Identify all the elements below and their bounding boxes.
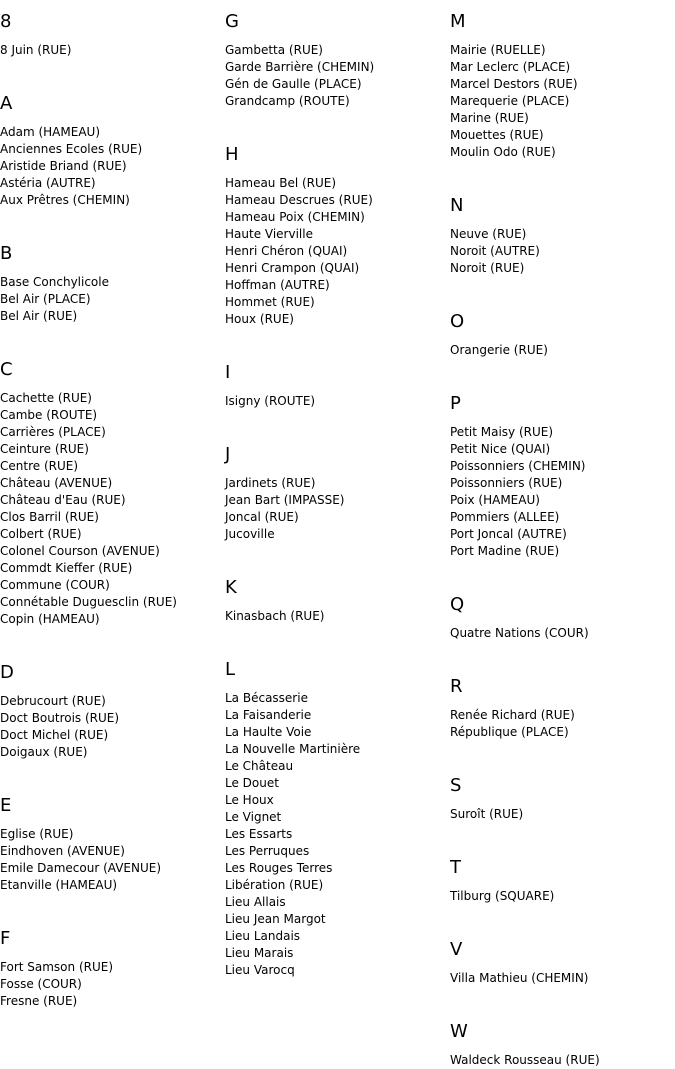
street-entry: 8 Juin (RUE) (0, 43, 72, 57)
street-entry: Clos Barril (RUE) (0, 510, 99, 524)
street-entry: Ceinture (RUE) (0, 442, 89, 456)
street-entry: Colonel Courson (AVENUE) (0, 544, 160, 558)
street-entry: Mairie (RUELLE) (450, 43, 546, 57)
street-entry: Poix (HAMEAU) (450, 493, 540, 507)
index-column-2 (225, 0, 450, 979)
street-entry: Château (AVENUE) (0, 476, 113, 490)
street-entry: Poissonniers (CHEMIN) (450, 459, 586, 473)
street-entry: Eglise (RUE) (0, 827, 74, 841)
street-entry: Noroit (AUTRE) (450, 244, 540, 258)
street-entry: Lieu Allais (225, 895, 286, 909)
street-entry: Quatre Nations (COUR) (450, 626, 589, 640)
section-letter-heading: C (0, 359, 13, 380)
letter-section (225, 433, 450, 566)
letter-section (225, 566, 450, 648)
street-entry: Moulin Odo (RUE) (450, 145, 556, 159)
section-letter-heading: 8 (0, 11, 12, 32)
street-entry: Suroît (RUE) (450, 807, 524, 821)
street-entry: Les Essarts (225, 827, 293, 841)
street-entry: La Nouvelle Martinière (225, 742, 361, 756)
street-entry: Carrières (PLACE) (0, 425, 106, 439)
section-letter-heading: H (225, 144, 239, 165)
index-column-1 (0, 0, 225, 1010)
street-entry: Doigaux (RUE) (0, 745, 88, 759)
letter-section (450, 665, 675, 764)
section-letter-heading: V (450, 939, 463, 960)
section-letter-heading: I (225, 362, 231, 383)
street-entry: Neuve (RUE) (450, 227, 527, 241)
index-column-3 (450, 0, 675, 1069)
street-entry: Haute Vierville (225, 227, 313, 241)
street-entry: Renée Richard (RUE) (450, 708, 575, 722)
street-entry: Hommet (RUE) (225, 295, 315, 309)
letter-section (0, 232, 225, 348)
letter-section (0, 651, 225, 784)
street-entry: Hameau Descrues (RUE) (225, 193, 373, 207)
street-entry: Copin (HAMEAU) (0, 612, 100, 626)
section-letter-heading: S (450, 775, 462, 796)
street-entry: Les Perruques (225, 844, 310, 858)
street-entry: Petit Nice (QUAI) (450, 442, 551, 456)
letter-section (0, 348, 225, 651)
section-letter-heading: F (0, 928, 11, 949)
street-entry: Lieu Landais (225, 929, 301, 943)
street-entry: La Haulte Voie (225, 725, 312, 739)
street-entry: Lieu Jean Margot (225, 912, 326, 926)
street-entry: Port Joncal (AUTRE) (450, 527, 567, 541)
street-entry: Joncal (RUE) (225, 510, 299, 524)
street-entry: Tilburg (SQUARE) (450, 889, 555, 903)
section-letter-heading: O (450, 311, 465, 332)
street-entry: Villa Mathieu (CHEMIN) (450, 971, 589, 985)
street-entry: Poissonniers (RUE) (450, 476, 563, 490)
street-entry: Le Houx (225, 793, 274, 807)
section-letter-heading: P (450, 393, 461, 414)
section-letter-heading: N (450, 195, 464, 216)
section-letter-heading: T (450, 857, 461, 878)
street-entry: Libération (RUE) (225, 878, 324, 892)
section-letter-heading: R (450, 676, 463, 697)
street-entry: Bel Air (PLACE) (0, 292, 91, 306)
letter-section (225, 133, 450, 351)
street-entry: Debrucourt (RUE) (0, 694, 106, 708)
street-entry: Hameau Poix (CHEMIN) (225, 210, 365, 224)
section-letter-heading: K (225, 577, 237, 598)
street-entry: Jucoville (225, 527, 275, 541)
letter-section (0, 784, 225, 917)
letter-section (450, 764, 675, 846)
section-letter-heading: M (450, 11, 466, 32)
street-entry: Connétable Duguesclin (RUE) (0, 595, 177, 609)
street-entry: Petit Maisy (RUE) (450, 425, 554, 439)
street-entry: Emile Damecour (AVENUE) (0, 861, 162, 875)
street-entry: Eindhoven (AVENUE) (0, 844, 125, 858)
street-entry: Base Conchylicole (0, 275, 109, 289)
street-entry: Commune (COUR) (0, 578, 110, 592)
letter-section (0, 917, 225, 1010)
street-entry: Lieu Varocq (225, 963, 295, 977)
street-entry: Garde Barrière (CHEMIN) (225, 60, 375, 74)
section-letter-heading: J (225, 444, 231, 465)
street-entry: Doct Boutrois (RUE) (0, 711, 120, 725)
street-entry: Fosse (COUR) (0, 977, 82, 991)
street-entry: Waldeck Rousseau (RUE) (450, 1053, 600, 1067)
street-entry: Noroit (RUE) (450, 261, 525, 275)
street-entry: Jardinets (RUE) (225, 476, 316, 490)
street-entry: Fresne (RUE) (0, 994, 78, 1008)
street-entry: La Bécasserie (225, 691, 308, 705)
street-entry: Doct Michel (RUE) (0, 728, 109, 742)
letter-section (450, 0, 675, 184)
street-entry: Gambetta (RUE) (225, 43, 323, 57)
section-letter-heading: G (225, 11, 239, 32)
section-letter-heading: B (0, 243, 13, 264)
street-entry: Centre (RUE) (0, 459, 79, 473)
section-letter-heading: E (0, 795, 12, 816)
street-entry: Cachette (RUE) (0, 391, 92, 405)
street-entry: Aristide Briand (RUE) (0, 159, 127, 173)
street-entry: Mouettes (RUE) (450, 128, 544, 142)
letter-section (450, 184, 675, 300)
street-entry: Kinasbach (RUE) (225, 609, 325, 623)
section-letter-heading: Q (450, 594, 465, 615)
letter-section (225, 0, 450, 133)
street-entry: La Faisanderie (225, 708, 312, 722)
street-entry: Anciennes Ecoles (RUE) (0, 142, 143, 156)
street-entry: Le Vignet (225, 810, 282, 824)
street-entry: Adam (HAMEAU) (0, 125, 100, 139)
section-letter-heading: A (0, 93, 13, 114)
street-entry: Le Douet (225, 776, 279, 790)
section-letter-heading: W (450, 1021, 468, 1042)
street-entry: Le Château (225, 759, 294, 773)
street-entry: Commdt Kieffer (RUE) (0, 561, 133, 575)
street-entry: Cambe (ROUTE) (0, 408, 98, 422)
section-letter-heading: D (0, 662, 14, 683)
letter-section (225, 648, 450, 979)
street-entry: Les Rouges Terres (225, 861, 333, 875)
letter-section (450, 1010, 675, 1069)
letter-section (450, 300, 675, 382)
street-entry: Fort Samson (RUE) (0, 960, 114, 974)
street-entry: Isigny (ROUTE) (225, 394, 316, 408)
street-entry: Colbert (RUE) (0, 527, 82, 541)
street-entry: Lieu Marais (225, 946, 294, 960)
letter-section (0, 0, 225, 82)
section-letter-heading: L (225, 659, 236, 680)
letter-section (450, 846, 675, 928)
street-entry: Hameau Bel (RUE) (225, 176, 337, 190)
letter-section (0, 82, 225, 232)
street-entry: Grandcamp (ROUTE) (225, 94, 350, 108)
letter-section (450, 583, 675, 665)
street-entry: Marequerie (PLACE) (450, 94, 570, 108)
street-entry: Mar Leclerc (PLACE) (450, 60, 571, 74)
street-entry: Bel Air (RUE) (0, 309, 78, 323)
street-entry: Gén de Gaulle (PLACE) (225, 77, 362, 91)
street-entry: République (PLACE) (450, 725, 569, 739)
letter-section (450, 928, 675, 1010)
letter-section (450, 382, 675, 583)
street-entry: Astéria (AUTRE) (0, 176, 96, 190)
street-entry: Château d'Eau (RUE) (0, 493, 126, 507)
street-entry: Orangerie (RUE) (450, 343, 548, 357)
street-entry: Henri Chéron (QUAI) (225, 244, 348, 258)
street-entry: Port Madine (RUE) (450, 544, 560, 558)
street-entry: Etanville (HAMEAU) (0, 878, 118, 892)
letter-section (225, 351, 450, 433)
street-entry: Houx (RUE) (225, 312, 294, 326)
street-entry: Hoffman (AUTRE) (225, 278, 330, 292)
street-entry: Pommiers (ALLEE) (450, 510, 560, 524)
street-entry: Marcel Destors (RUE) (450, 77, 578, 91)
street-entry: Jean Bart (IMPASSE) (225, 493, 345, 507)
street-entry: Aux Prêtres (CHEMIN) (0, 193, 130, 207)
street-entry: Marine (RUE) (450, 111, 529, 125)
street-entry: Henri Crampon (QUAI) (225, 261, 360, 275)
